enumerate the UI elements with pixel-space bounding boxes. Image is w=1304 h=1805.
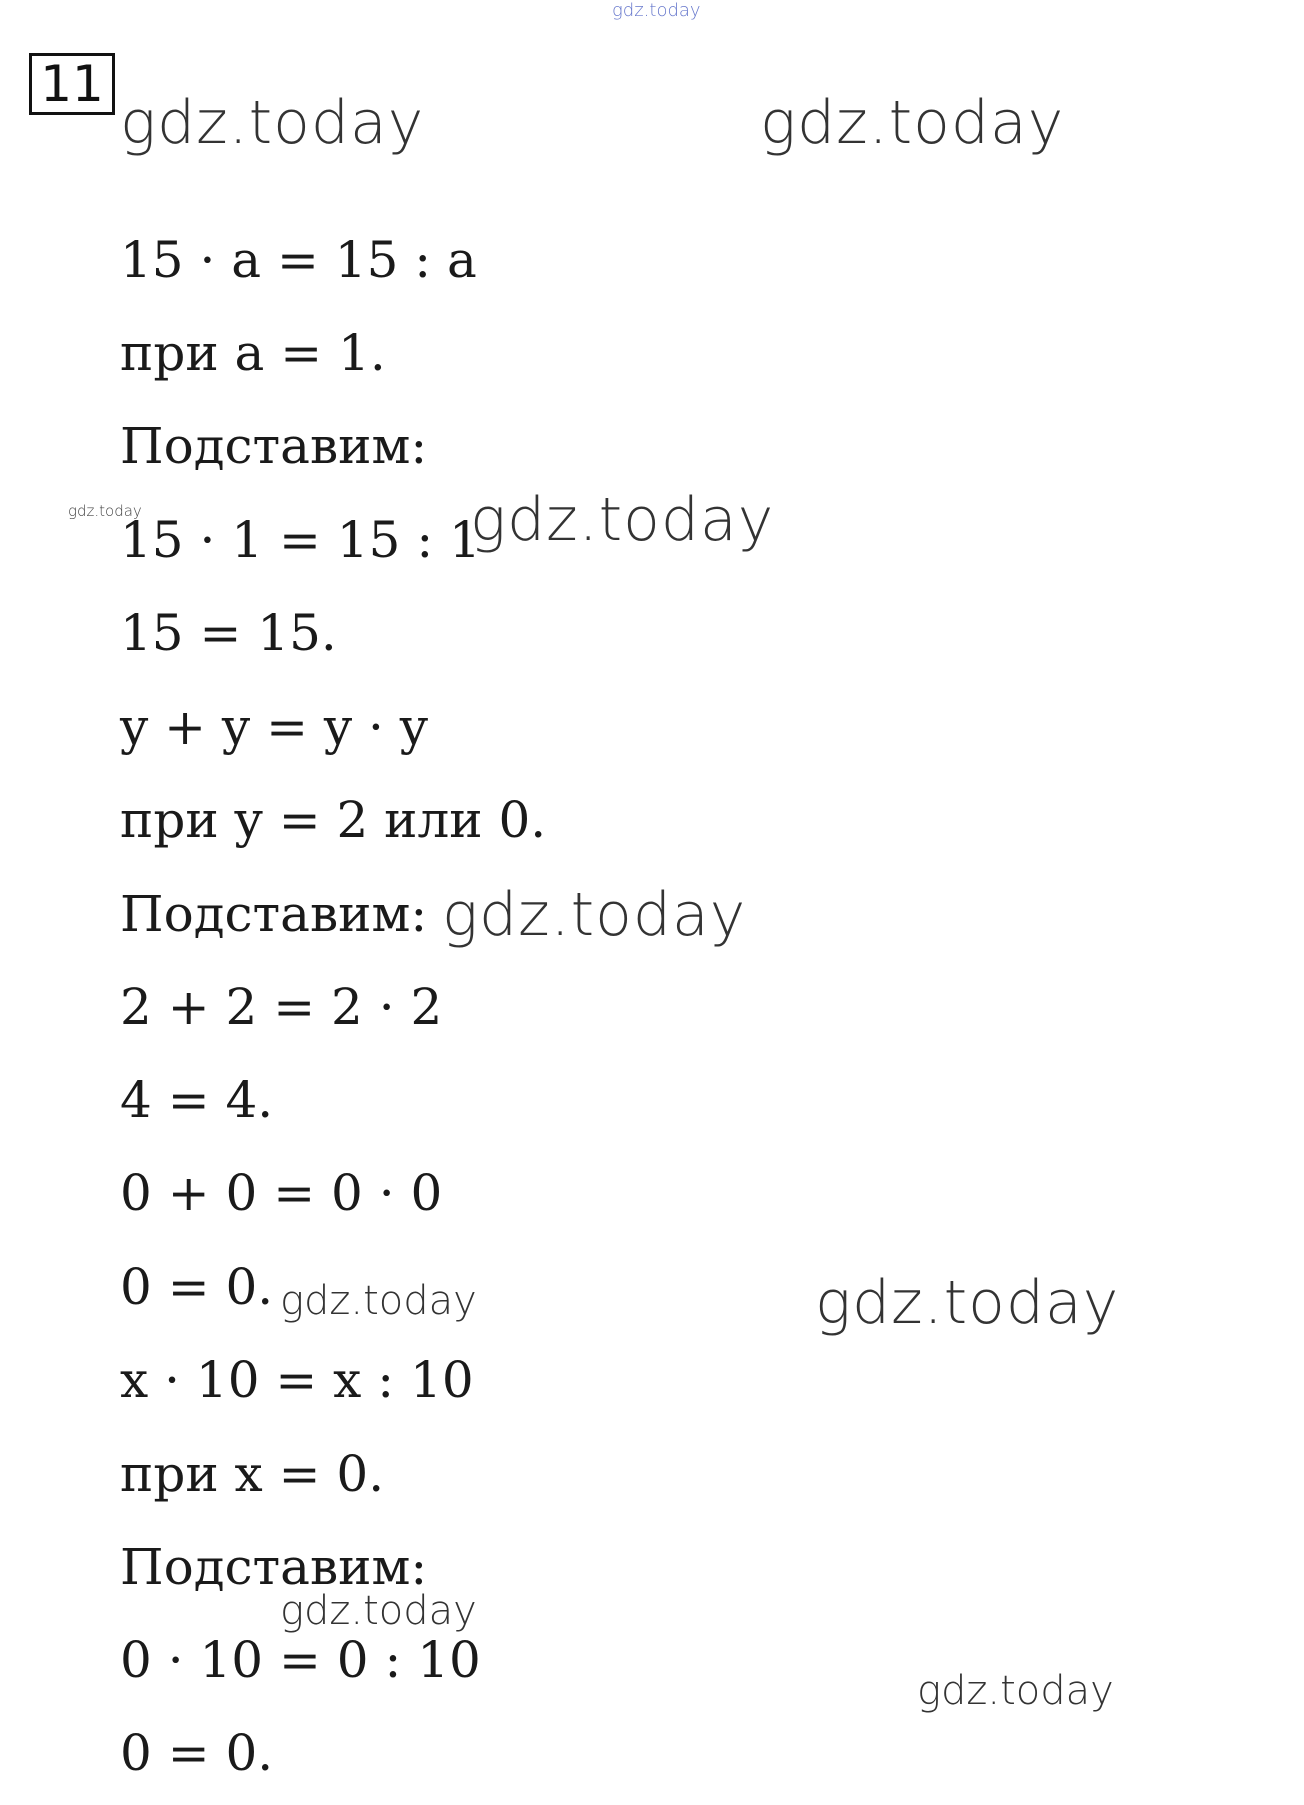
watermark: gdz.today [442,880,747,950]
watermark: gdz.today [917,1668,1114,1714]
equation-line: 0 · 10 = 0 : 10 [120,1631,481,1689]
watermark: gdz.today [760,88,1065,158]
equation-line: 15 · 1 = 15 : 1 [120,511,481,569]
condition-line: при y = 2 или 0. [120,791,547,849]
equation-line: 2 + 2 = 2 · 2 [120,978,443,1036]
equation-line: x · 10 = x : 10 [120,1351,474,1409]
substitute-line: Подставим: [120,885,428,943]
result-line: 0 = 0. [120,1724,274,1782]
equation-line: y + y = y · y [120,698,429,756]
watermark: gdz.today [280,1278,477,1324]
substitute-line: Подставим: [120,1538,428,1596]
condition-line: при a = 1. [120,324,386,382]
watermark: gdz.today [68,502,142,520]
watermark: gdz.today [815,1268,1120,1338]
watermark-top: gdz.today [612,0,701,21]
watermark: gdz.today [280,1588,477,1634]
condition-line: при x = 0. [120,1445,385,1503]
result-line: 4 = 4. [120,1071,274,1129]
result-line: 15 = 15. [120,604,337,662]
task-number-box: 11 [29,53,115,115]
substitute-line: Подставим: [120,417,428,475]
watermark: gdz.today [470,485,775,555]
equation-line: 15 · a = 15 : a [120,231,477,289]
result-line: 0 = 0. [120,1258,274,1316]
equation-line: 0 + 0 = 0 · 0 [120,1164,443,1222]
watermark: gdz.today [120,88,425,158]
